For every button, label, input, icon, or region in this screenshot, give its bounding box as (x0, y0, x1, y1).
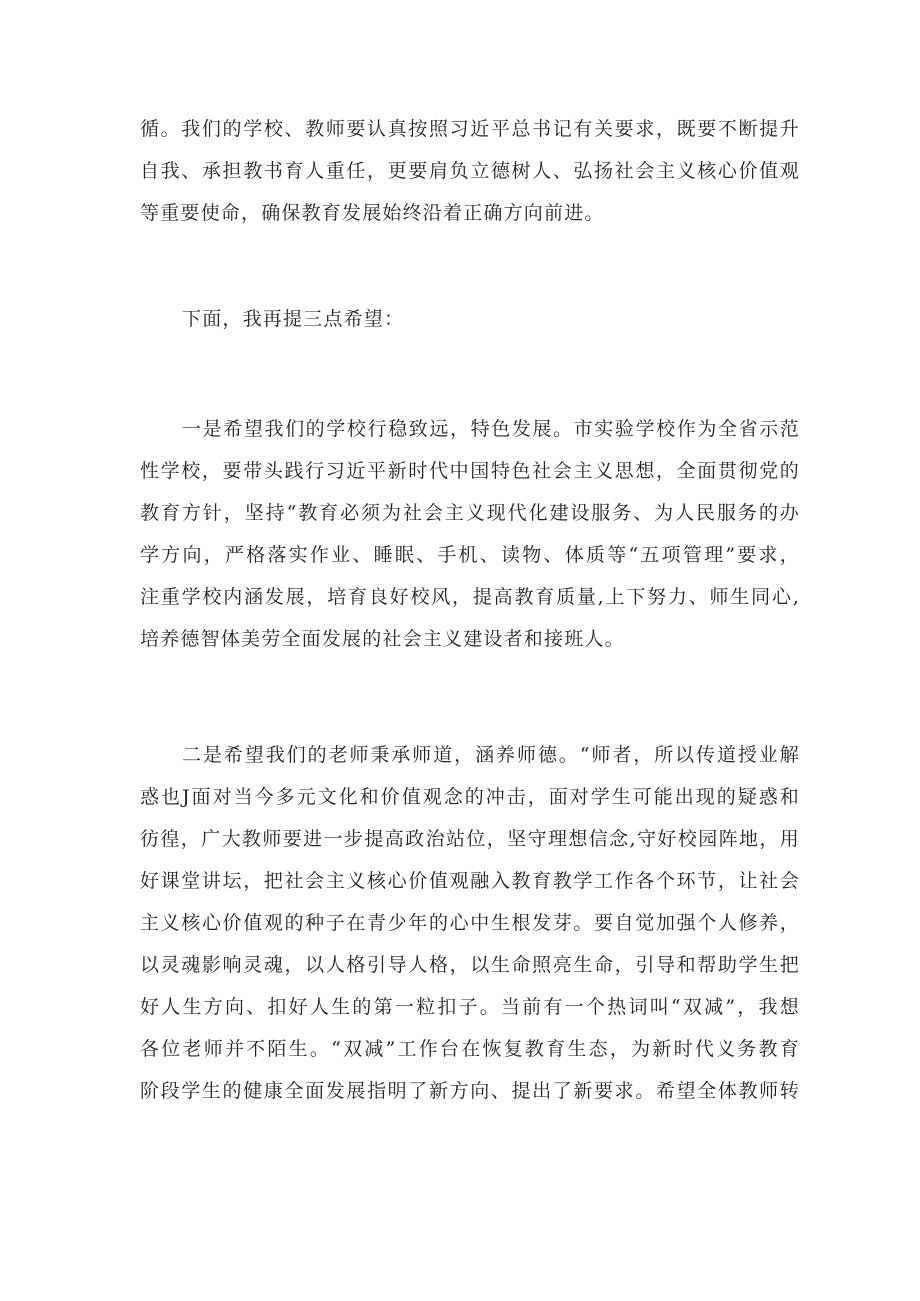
paragraph-2 (140, 298, 800, 340)
text-line: 惑也J面对当今多元文化和价值观念的冲击，面对学生可能出现的疑惑和 (140, 786, 800, 808)
paragraph-1 (140, 108, 800, 234)
text-line: 主义核心价值观的种子在青少年的心中生根发芽。要自觉加强个人修养， (140, 912, 800, 934)
text-line: 教育方针，坚持“教育必须为社会主义现代化建设服务、为人民服务的办 (140, 502, 800, 524)
text-line: 自我、承担教书育人重任，更要肩负立德树人、弘扬社会主义核心价值观 (140, 160, 800, 182)
text-line: 循。我们的学校、教师要认真按照习近平总书记有关要求，既要不断提升 (140, 118, 800, 140)
text-line: 二是希望我们的老师秉承师道，涵养师德。“师者，所以传道授业解 (182, 744, 800, 766)
text-line: 注重学校内涵发展，培育良好校风，提高教育质量,上下努力、师生同心, (140, 586, 800, 608)
paragraph-4 (140, 734, 800, 1112)
text-line: 彷徨，广大教师要进一步提高政治站位，坚守理想信念,守好校园阵地，用 (140, 828, 800, 850)
text-line: 阶段学生的健康全面发展指明了新方向、提出了新要求。希望全体教师转 (140, 1080, 800, 1102)
text-line: 以灵魂影响灵魂，以人格引导人格，以生命照亮生命，引导和帮助学生把 (140, 954, 800, 976)
text-line: 好课堂讲坛，把社会主义核心价值观融入教育教学工作各个环节，让社会 (140, 870, 800, 892)
text-line: 各位老师并不陌生。“双减”工作台在恢复教育生态，为新时代义务教育 (140, 1038, 800, 1060)
text-line: 培养德智体美劳全面发展的社会主义建设者和接班人。 (140, 628, 625, 650)
paragraph-3 (140, 408, 800, 660)
text-line: 性学校，要带头践行习近平新时代中国特色社会主义思想，全面贯彻党的 (140, 460, 800, 482)
text-line: 等重要使命，确保教育发展始终沿着正确方向前进。 (140, 202, 605, 224)
text-line: 学方向，严格落实作业、睡眠、手机、读物、体质等“五项管理”要求， (140, 544, 800, 566)
text-line: 下面，我再提三点希望： (182, 308, 405, 330)
text-line: 好人生方向、扣好人生的第一粒扣子。当前有一个热词叫“双减”，我想 (140, 996, 800, 1018)
text-line: 一是希望我们的学校行稳致远，特色发展。市实验学校作为全省示范 (182, 418, 800, 440)
